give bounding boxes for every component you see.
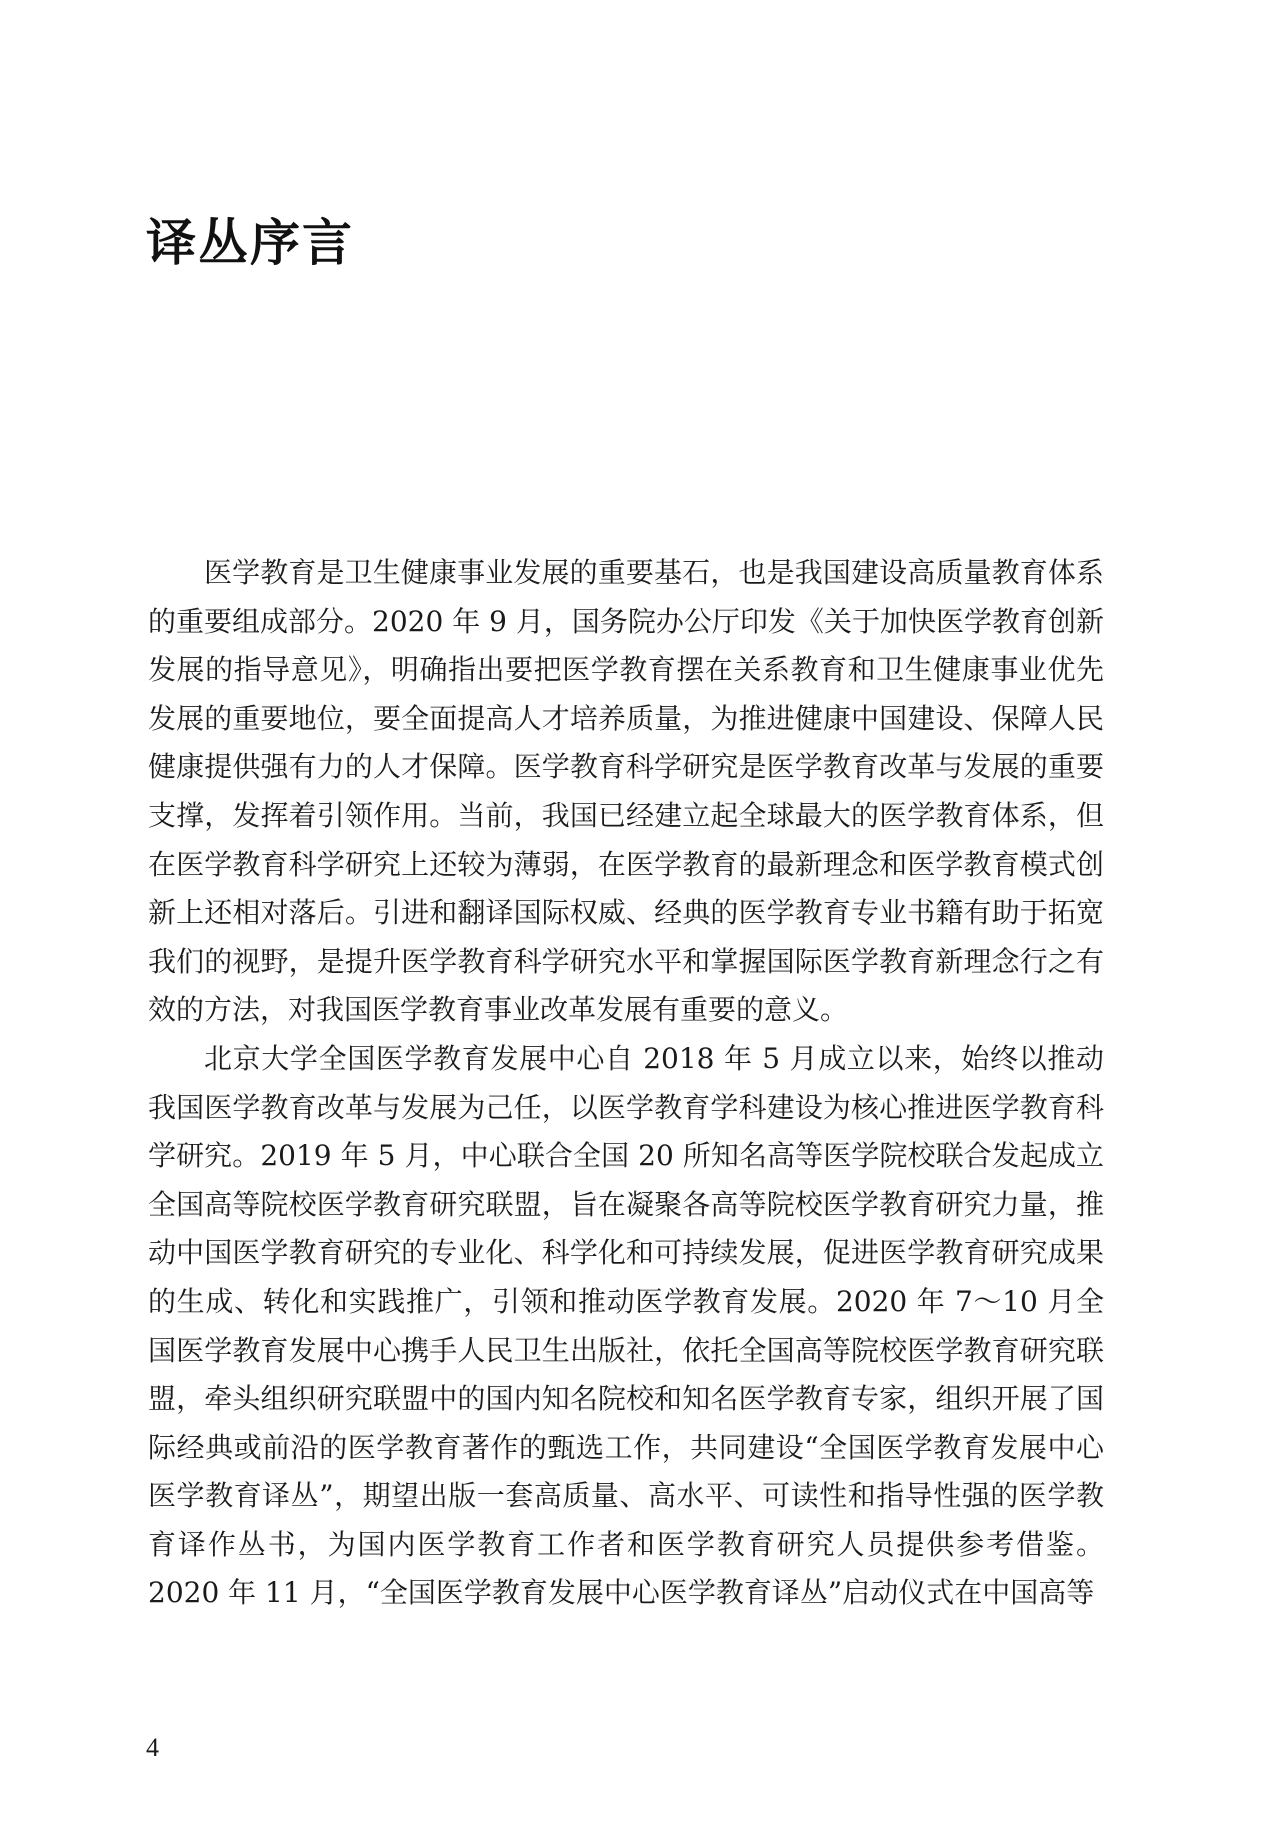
paragraph-2: 北京大学全国医学教育发展中心自 2018 年 5 月成立以来，始终以推动我国医学教育改革与发展为己任，以医学教育学科建设为核心推进医学教育科学研究。2019 年 5 月，中心联合全国 20 所知名高等医学院校联合发起成立全国高等院校医学教育研究联盟，旨在凝聚各高等院校医学教育研究力量，推动中国医学教育研究的专业化、科学化和可持续发展，促进医学教育研究成果的生成、转化和实践推广，引领和推动医学教育发展。2020 年 7～10 月全国医学教育发展中心携手人民卫生出版社，依托全国高等院校医学教育研究联盟，牵头组织研究联盟中的国内知名院校和知名医学教育专家，组织开展了国际经典或前沿的医学教育著作的甄选工作，共同建设“全国医学教育发展中心医学教育译丛”，期望出版一套高质量、高水平、可读性和指导性强的医学教育译作丛书，为国内医学教育工作者和医学教育研究人员提供参考借鉴。2020 年 11 月，“全国医学教育发展中心医学教育译丛”启动仪式在中国高等 bbox=[148, 1041, 1104, 1610]
paragraph-1: 医学教育是卫生健康事业发展的重要基石，也是我国建设高质量教育体系的重要组成部分。2020 年 9 月，国务院办公厅印发《关于加快医学教育创新发展的指导意见》，明确指出要把医学教育摆在关系教育和卫生健康事业优先发展的重要地位，要全面提高人才培养质量，为推进健康中国建设、保障人民健康提供强有力的人才保障。医学教育科学研究是医学教育改革与发展的重要支撑，发挥着引领作用。当前，我国已经建立起全球最大的医学教育体系，但在医学教育科学研究上还较为薄弱，在医学教育的最新理念和医学教育模式创新上还相对落后。引进和翻译国际权威、经典的医学教育专业书籍有助于拓宽我们的视野，是提升医学教育科学研究水平和掌握国际医学教育新理念行之有效的方法，对我国医学教育事业改革发展有重要的意义。 bbox=[148, 556, 1104, 1027]
chapter-title: 译丛序言 bbox=[146, 213, 354, 272]
body-text bbox=[148, 549, 1104, 1618]
page-number: 4 bbox=[146, 1733, 159, 1762]
